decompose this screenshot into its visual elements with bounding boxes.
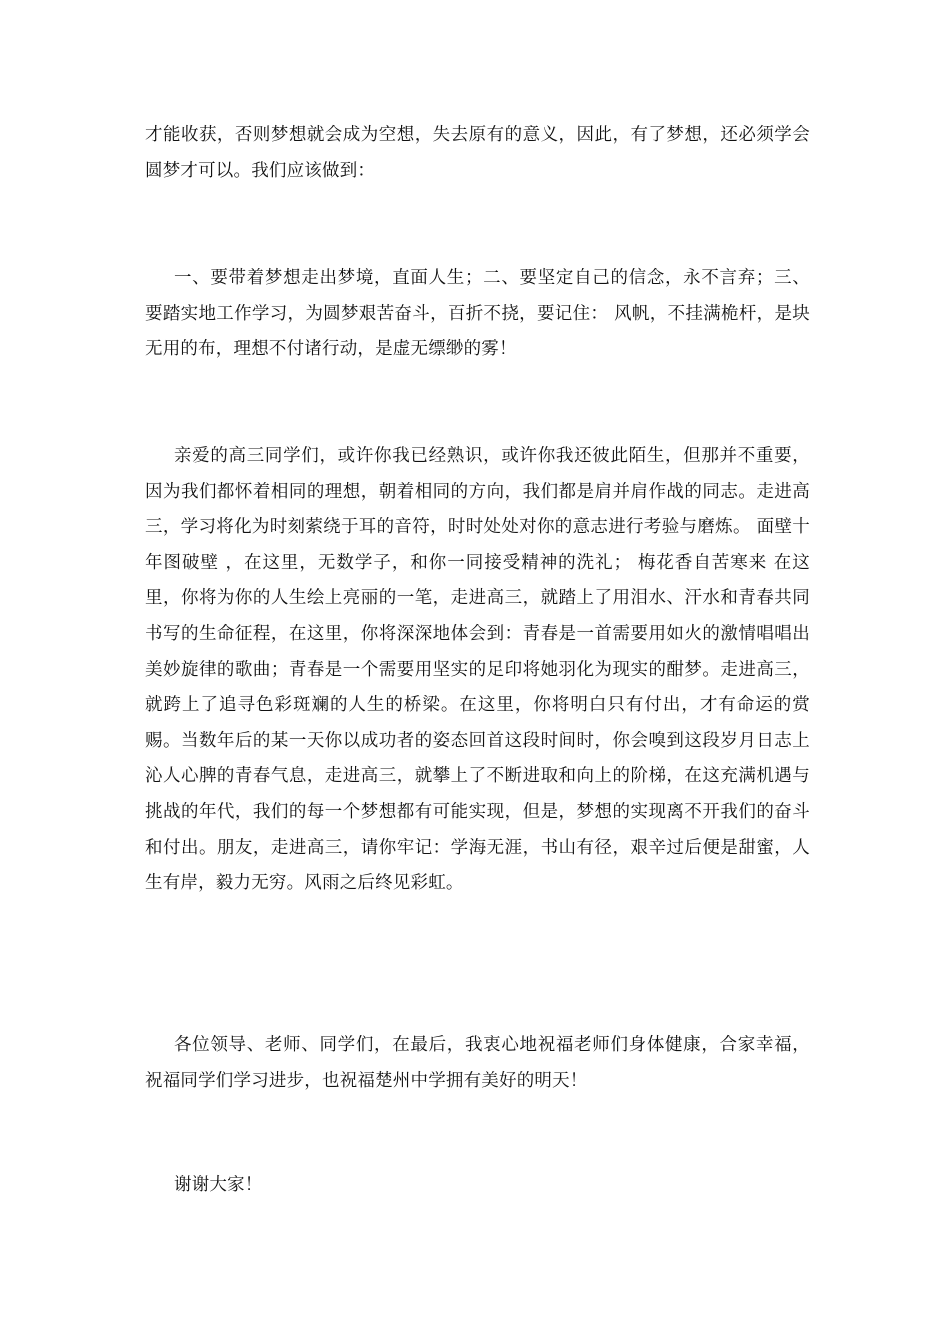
paragraph-dream-fulfillment: 才能收获，否则梦想就会成为空想，失去原有的意义，因此，有了梦想，还必须学会圆梦才可以。我们应该做到：	[145, 125, 810, 181]
paragraph-closing-wishes: 各位领导、老师、同学们，在最后，我衷心地祝福老师们身体健康，合家幸福，祝福同学们学习进步，也祝福楚州中学拥有美好的明天！	[145, 1035, 810, 1091]
paragraph-thanks: 谢谢大家！	[174, 1175, 263, 1195]
paragraph-action-points: 一、要带着梦想走出梦境，直面人生；二、要坚定自己的信念，永不言弃；三、要踏实地工作学习，为圆梦艰苦奋斗，百折不挠，要记住： 风帆，不挂满桅杆，是块无用的布，理想不付诸行动，是虚无缥缈的雾！	[145, 268, 810, 360]
paragraph-senior-year-message: 亲爱的高三同学们，或许你我已经熟识，或许你我还彼此陌生，但那并不重要，因为我们都怀着相同的理想，朝着相同的方向，我们都是肩并肩作战的同志。走进高三，学习将化为时刻萦绕于耳的音符，时时处处对你的意志进行考验与磨炼。 面壁十年图破壁 ，在这里，无数学子，和你一同接受精神的洗礼； 梅花香自苦寒来 在这里，你将为你的人生绘上亮丽的一笔，走进高三，就踏上了用泪水、汗水和青春共同书写的生命征程，在这里，你将深深地体会到：青春是一首需要用如火的激情唱唱出美妙旋律的歌曲；青春是一个需要用坚实的足印将她羽化为现实的酣梦。走进高三，就跨上了追寻色彩斑斓的人生的桥梁。在这里，你将明白只有付出，才有命运的赏赐。当数年后的某一天你以成功者的姿态回首这段时间时，你会嗅到这段岁月日志上沁人心脾的青春气息，走进高三，就攀上了不断进取和向上的阶梯，在这充满机遇与挑战的年代，我们的每一个梦想都有可能实现，但是，梦想的实现离不开我们的奋斗和付出。朋友，走进高三，请你牢记：学海无涯，书山有径，艰辛过后便是甜蜜，人生有岸，毅力无穷。风雨之后终见彩虹。	[145, 446, 810, 894]
